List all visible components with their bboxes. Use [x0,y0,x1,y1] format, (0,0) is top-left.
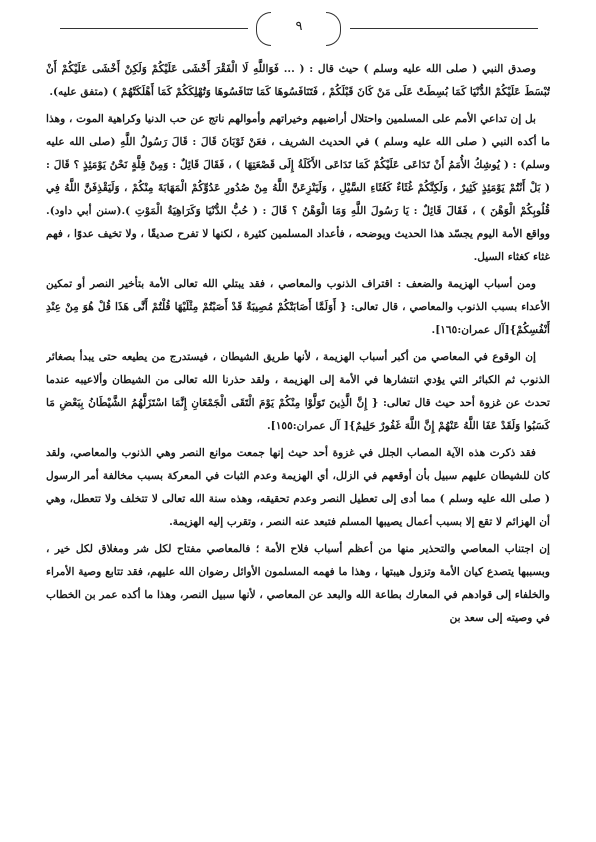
paragraph: بل إن تداعي الأمم على المسلمين واحتلال أراضيهم وخيراتهم وأموالهم ناتج عن حب الدنيا وكراهية الموت ، وهذا ما أكده النبي ( صلى الله عليه وسلم ) في الحديث الشريف ، فعَنْ ثَوْبَانَ قَالَ : قَالَ رَسُولُ اللَّهِ (صلى الله عليه وسلم) : ( يُوشِكُ الأُمَمُ أَنْ تَدَاعَى عَلَيْكُمْ كَمَا تَدَاعَى الأَكَلَةُ إِلَى قَصْعَتِهَا ) ، فَقَالَ قَائِلٌ : وَمِنْ قِلَّةٍ نَحْنُ يَوْمَئِذٍ ؟ قَالَ : ( بَلْ أَنْتُمْ يَوْمَئِذٍ كَثِيرٌ ، وَلَكِنَّكُمْ غُثَاءٌ كَغُثَاءِ السَّيْلِ ، وَلَيَنْزِعَنَّ اللَّهُ مِنْ صُدُورِ عَدُوِّكُمْ الْمَهَابَةَ مِنْكُمْ ، وَلَيَقْذِفَنَّ اللَّهُ فِي قُلُوبِكُمْ الْوَهْنَ ) ، فَقَالَ قَائِلٌ : يَا رَسُولَ اللَّهِ وَمَا الْوَهْنُ ؟ قَالَ : ( حُبُّ الدُّنْيَا وَكَرَاهِيَةُ الْمَوْتِ ).(سنن أبي داود). وواقع الأمة اليوم يجسّد هذا الحديث ويوضحه ، فأعداد المسلمين كثيرة ، لكنها لا تفرح صديقًا ، ولا تخيف عدوًا ، فهم غثاء كغثاء السيل. [46,113,550,263]
page-header [60,12,538,46]
header-rule-left [60,28,248,29]
paragraph: فقد ذكرت هذه الآية المصاب الجلل في غزوة أحد حيث إنها جمعت موانع النصر وهي الذنوب والمعاصي، ولقد كان للشيطان عليهم سبيل بأن أوقعهم في الزلل، أي الهزيمة وعدم الثبات في المعركة بسبب مخالفة أمر الرسول ( صلى الله عليه وسلم ) مما أدى إلى تعطيل النصر وعدم تحقيقه، وهذه سنة الله تعالى لا تتخلف ولا تتعطل، وهي أن الهزائم لا تقع إلا بسبب أعمال يصيبها المسلم فتبعد عنه النصر ، وتقرب إليه الهزيمة. [46,447,550,528]
paragraph: إن الوقوع في المعاصي من أكبر أسباب الهزيمة ، لأنها طريق الشيطان ، فيستدرج من يطيعه حتى يبدأ بصغائر الذنوب ثم الكبائر التي يؤدي انتشارها في الأمة إلى الهزيمة ، ولقد حذرنا الله تعالى من الشيطان وألاعيبه عندما تحدث عن غزوة أحد حيث قال تعالى: { إِنَّ الَّذِينَ تَوَلَّوْا مِنْكُمْ يَوْمَ الْتَقَى الْجَمْعَانِ إِنَّمَا اسْتَزَلَّهُمُ الشَّيْطَانُ بِبَعْضِ مَا كَسَبُوا وَلَقَدْ عَفَا اللَّهُ عَنْهُمْ إِنَّ اللَّهَ غَفُورٌ حَلِيمٌ}[ آل عمران:١٥٥]. [46,351,550,432]
page-number: ٩ [295,19,303,34]
paragraph: وصدق النبي ( صلى الله عليه وسلم ) حيث قال : ( ... فَوَاللَّهِ لَا الْفَقْرَ أَخْشَى عَلَيْكُمْ وَلَكِنْ أَخْشَى عَلَيْكُمْ أَنْ تُبْسَطَ عَلَيْكُمْ الدُّنْيَا كَمَا بُسِطَتْ عَلَى مَنْ كَانَ قَبْلَكُمْ ، فَتَنَافَسُوهَا كَمَا تَنَافَسُوهَا وَتُهْلِكَكُمْ كَمَا أَهْلَكَتْهُمْ ) (متفق عليه). [46,63,550,98]
page-body [46,58,550,828]
header-bracket-right [326,12,341,46]
header-rule-right [350,28,538,29]
paragraph: إن اجتناب المعاصي والتحذير منها من أعظم أسباب فلاح الأمة ؛ فالمعاصي مفتاح لكل شر ومغلاق لكل خير ، وبسببها يتصدع كيان الأمة وتزول هيبتها ، وهذا ما فهمه المسلمون الأوائل رضوان الله عليهم، فقد تتابع وصية الأمراء والخلفاء إلى قوادهم في المعارك بطاعة الله والبعد عن المعاصي ، لأنها سبيل النصر، وهذا ما أكده عمر بن الخطاب في وصيته إلى سعد بن [46,543,550,624]
paragraph: ومن أسباب الهزيمة والضعف : اقتراف الذنوب والمعاصي ، فقد يبتلي الله تعالى الأمة بتأخير النصر أو تمكين الأعداء بسبب الذنوب والمعاصي ، قال تعالى: { أَوَلَمَّا أَصَابَتْكُمْ مُصِيبَةٌ قَدْ أَصَبْتُمْ مِثْلَيْهَا قُلْتُمْ أَنَّى هَذَا قُلْ هُوَ مِنْ عِنْدِ أَنْفُسِكُمْ}[آل عمران:١٦٥]. [46,278,550,336]
header-bracket-left [256,12,271,46]
